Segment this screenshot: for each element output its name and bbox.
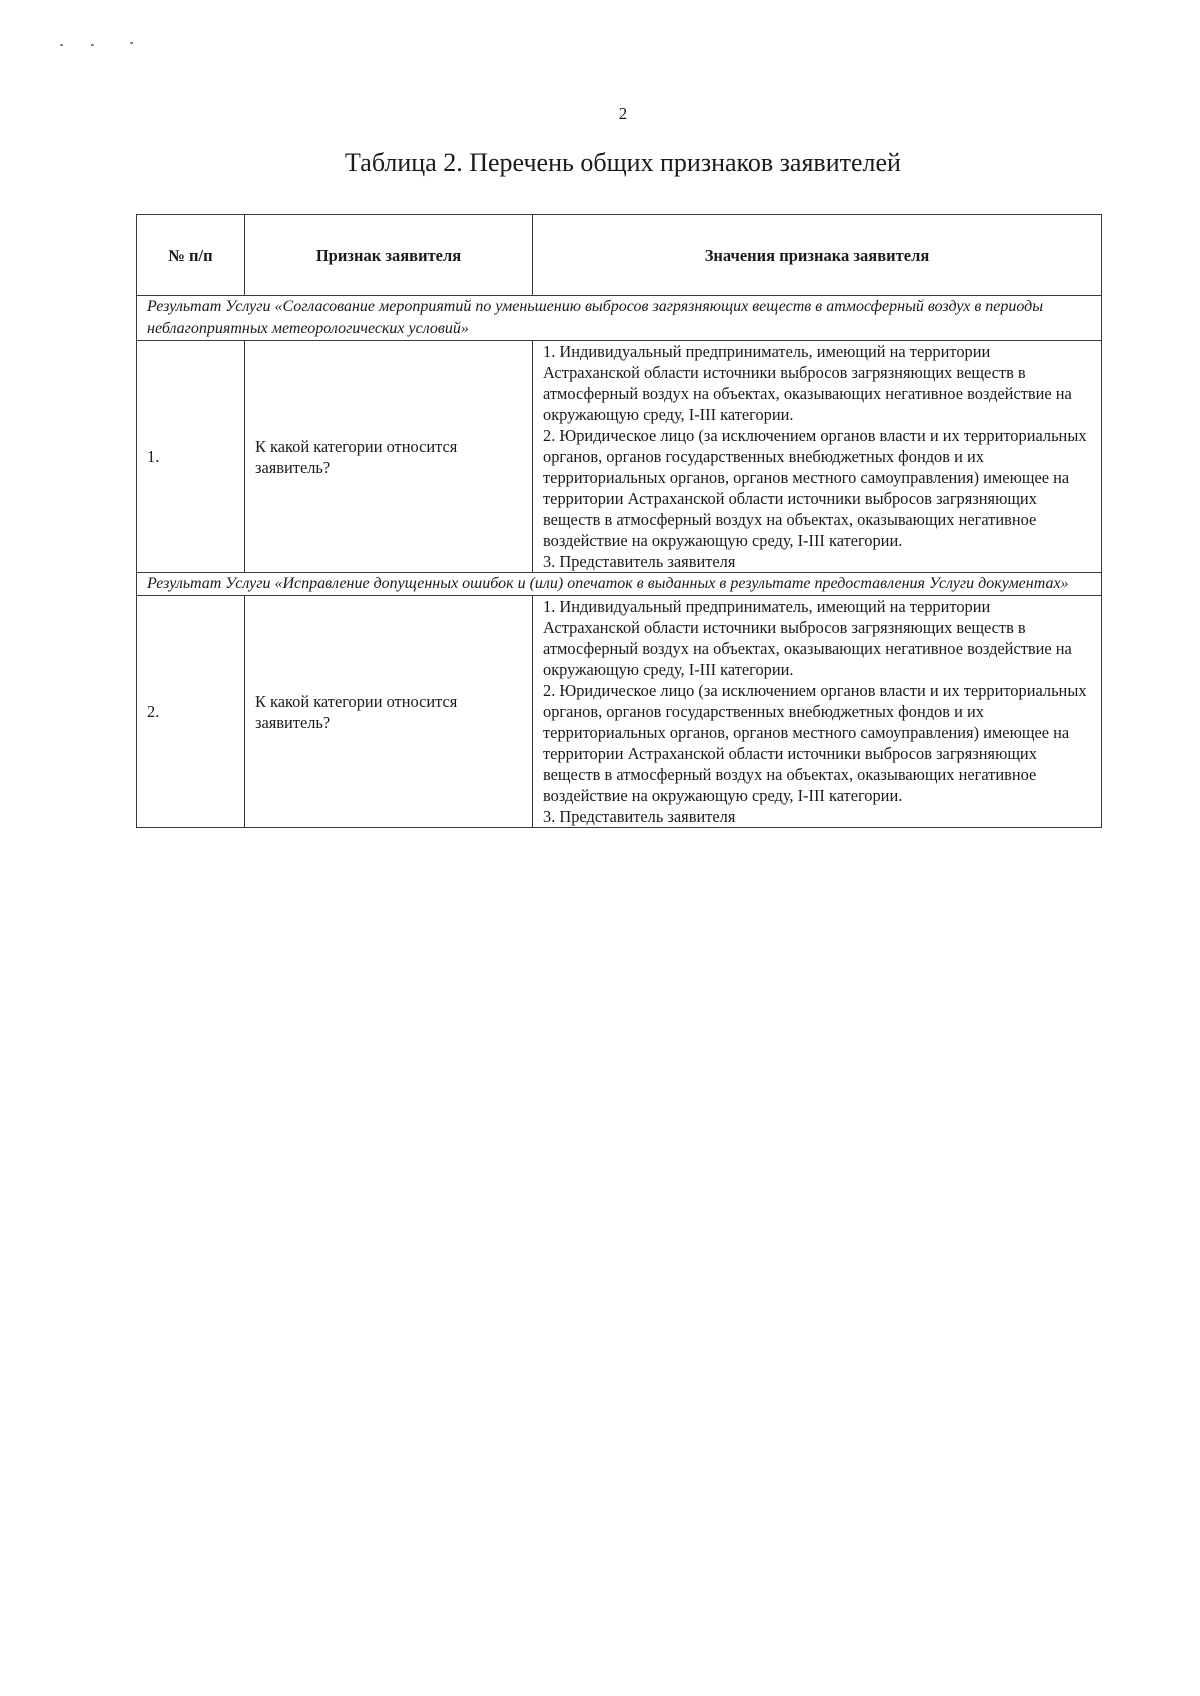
row-values — [533, 596, 1102, 828]
scan-speck — [91, 44, 94, 46]
value-item: 3. Представитель заявителя — [543, 552, 736, 571]
scan-speck — [130, 42, 133, 44]
value-item: 3. Представитель заявителя — [543, 807, 736, 826]
table-row — [137, 596, 1102, 828]
page-number: 2 — [618, 104, 628, 123]
page-title: Таблица 2. Перечень общих признаков заявителей — [345, 148, 901, 177]
applicant-features-table — [136, 214, 1102, 828]
section-row — [137, 296, 1102, 341]
section-heading: Результат Услуги «Согласование мероприятий по уменьшению выбросов загрязняющих веществ в атмосферный воздух в периоды неблагоприятных метеорологических условий» — [137, 296, 1102, 341]
row-number: 2. — [137, 596, 245, 828]
row-sign: К какой категории относится заявитель? — [245, 596, 533, 828]
header-values: Значения признака заявителя — [533, 215, 1102, 296]
row-number: 1. — [137, 341, 245, 573]
value-item: 2. Юридическое лицо (за исключением органов власти и их территориальных органов, органов государственных внебюджетных фондов и их территориальных органов, органов местного самоуправления) имеющее на территории Астраханской области источники выбросов загрязняющих веществ в атмосферный воздух на объектах, оказывающих негативное воздействие на окружающую среду, I-III категории. — [543, 426, 1087, 550]
row-values — [533, 341, 1102, 573]
section-row — [137, 573, 1102, 596]
scan-speck — [60, 44, 63, 46]
row-sign: К какой категории относится заявитель? — [245, 341, 533, 573]
value-item: 2. Юридическое лицо (за исключением органов власти и их территориальных органов, органов государственных внебюджетных фондов и их территориальных органов, органов местного самоуправления) имеющее на территории Астраханской области источники выбросов загрязняющих веществ в атмосферный воздух на объектах, оказывающих негативное воздействие на окружающую среду, I-III категории. — [543, 681, 1087, 805]
value-item: 1. Индивидуальный предприниматель, имеющий на территории Астраханской области источники выбросов загрязняющих веществ в атмосферный воздух на объектах, оказывающих негативное воздействие на окружающую среду, I-III категории. — [543, 342, 1072, 424]
value-item: 1. Индивидуальный предприниматель, имеющий на территории Астраханской области источники выбросов загрязняющих веществ в атмосферный воздух на объектах, оказывающих негативное воздействие на окружающую среду, I-III категории. — [543, 597, 1072, 679]
table-header-row — [137, 215, 1102, 296]
table-row — [137, 341, 1102, 573]
header-number: № п/п — [137, 215, 245, 296]
section-heading: Результат Услуги «Исправление допущенных ошибок и (или) опечаток в выданных в результате предоставления Услуги документах» — [137, 573, 1102, 596]
header-sign: Признак заявителя — [245, 215, 533, 296]
